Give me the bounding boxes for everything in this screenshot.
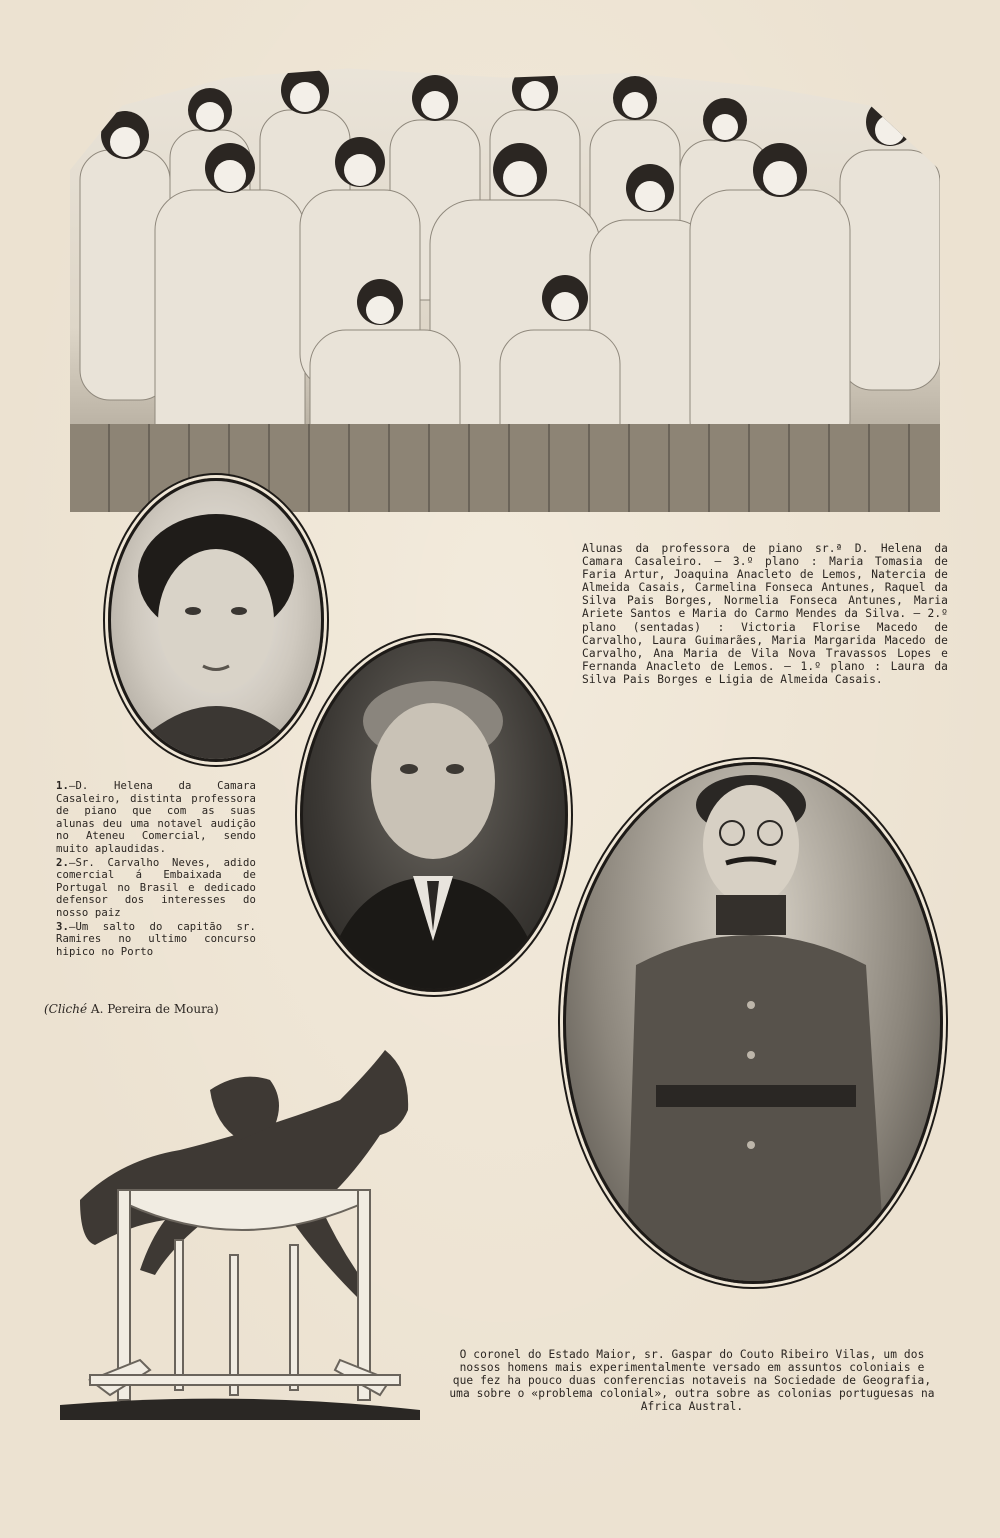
caption-item-2-text: —Sr. Carvalho Neves, adido comercial á Embaixada de Portugal no Brasil e dedicado defensor dos interesses do nosso paiz	[56, 856, 256, 919]
photo-credit-name: A. Pereira de Moura)	[90, 1002, 219, 1016]
portrait-gaspar-do-couto-ribeiro-vilas	[563, 762, 943, 1284]
photo-horse-jump-captain-ramires	[40, 1030, 430, 1420]
caption-group-photo: Alunas da professora de piano sr.ª D. Helena da Camara Casaleiro. — 3.º plano : Maria Tomasia de Faria Artur, Joaquina Anacleto de Lemos, Natercia de Almeida Casais, Carmelina Fonseca Antunes, Raquel da Silva Pais Borges, Normelia Fonseca Antunes, Maria Ariete Santos e Maria do Carmo Mendes da Silva. — 2.º plano (sentadas) : Victoria Florise Macedo de Carvalho, Laura Guimarães, Maria Margarida Macedo de Carvalho, Ana Maria de Vila Nova Travassos Lopes e Fernanda Anacleto de Lemos. — 1.º plano : Laura da Silva Pais Borges e Ligia de Almeida Casais.	[582, 542, 948, 686]
portrait-1-illustration	[111, 481, 321, 759]
caption-item-1-number: 1.	[56, 780, 69, 792]
horse-jump-illustration	[40, 1030, 430, 1420]
caption-item-1	[56, 780, 256, 856]
portrait-carvalho-neves	[300, 638, 568, 992]
portrait-2-illustration	[303, 641, 565, 989]
caption-item-1-text: —D. Helena da Camara Casaleiro, distinta professora de piano que com as suas alunas deu uma notavel audição no Ateneu Comercial, sendo muito aplaudidas.	[56, 780, 256, 855]
portrait-helena-da-camara-casaleiro	[108, 478, 324, 762]
caption-item-3-number: 3.	[56, 920, 69, 933]
caption-portraits-list	[56, 780, 256, 959]
caption-item-3	[56, 921, 256, 959]
caption-item-2-number: 2.	[56, 856, 69, 869]
photo-credit-label: (Cliché	[44, 1002, 88, 1016]
photo-credit	[44, 1002, 219, 1016]
portrait-3-illustration	[566, 765, 940, 1281]
caption-item-3-text: —Um salto do capitão sr. Ramires no ultimo concurso hipico no Porto	[56, 920, 256, 958]
caption-item-2	[56, 857, 256, 920]
caption-colonel-portrait: O coronel do Estado Maior, sr. Gaspar do Couto Ribeiro Vilas, um dos nossos homens mais experimentalmente versado em assuntos coloniais e que fez ha pouco duas conferencias notaveis na Sociedade de Geografia, uma sobre o «problema colonial», outra sobre as colonias portuguesas na Africa Austral.	[449, 1348, 935, 1414]
group-photo-piano-students	[70, 50, 940, 512]
